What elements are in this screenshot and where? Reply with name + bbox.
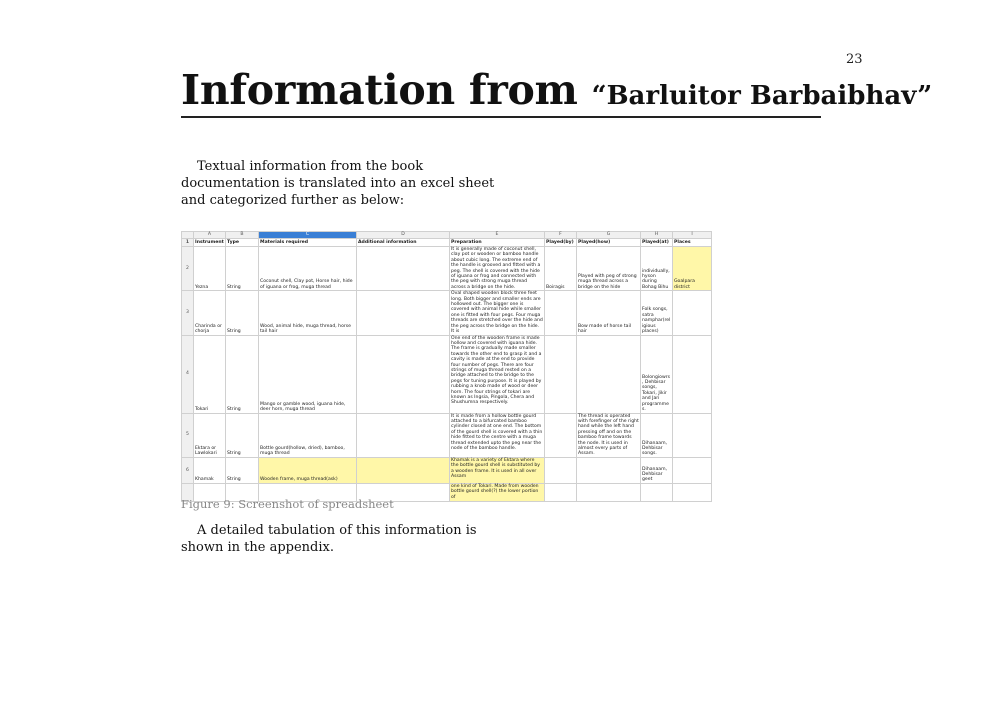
cell-instrument: Tokari <box>194 335 226 413</box>
column-letter: G <box>577 232 641 239</box>
cell-played-how <box>577 335 641 413</box>
cell-type: String <box>226 291 259 335</box>
spreadsheet-table <box>181 231 712 502</box>
cell-places: Goalpara district <box>673 247 712 291</box>
cell-played-by <box>545 335 577 413</box>
column-letter-row <box>182 232 712 239</box>
cell-played-how <box>577 483 641 501</box>
cell-preparation: one kind of Tokari. Made from wooden bottle gourd shell(?) the lower portion of <box>450 483 545 501</box>
cell-played-by: Boiragis <box>545 247 577 291</box>
intro-text: Textual information from the book documentation is translated into an excel sheet and categorized further as below: <box>181 159 495 208</box>
cell-instrument: Ektara or Lawlokari <box>194 413 226 457</box>
cell-additional <box>357 291 450 335</box>
cell-type: String <box>226 335 259 413</box>
cell-preparation: It is generally made of coconut shell, clay pot or wooden or bamboo handle about cubic long. The extreme end of the handle is grooved and fitted with a peg. The shell is covered with the hide of iguana or frog and connected with the peg with strong muga thread across a bridge on the hide. <box>450 247 545 291</box>
closing-text: A detailed tabulation of this information is shown in the appendix. <box>181 523 477 555</box>
cell-played-at: Dihanaam, Dehbisar geet <box>641 457 673 483</box>
column-letter: E <box>450 232 545 239</box>
spreadsheet-screenshot <box>181 231 711 500</box>
cell-preparation: One end of the wooden frame is made hollow and covered with iguana hide. The frame is gradually made smaller towards the other end to grasp it and a cavity is made at the end to provide four number of pegs. There are four strings of muga thread rested on a bridge attached to the bridge to the pegs for tuning purpose. It is played by rubbing a knob made of wood or deer horn. The four strings of tokari are known as Ingsia, Pingola, Chera and Shushumna respectively. <box>450 335 545 413</box>
cell-played-at: individually, hyson during Bohag Bihu <box>641 247 673 291</box>
row-number: 4 <box>182 335 194 413</box>
cell-instrument: Yezna <box>194 247 226 291</box>
row-number: 5 <box>182 413 194 457</box>
cell-instrument: Khamak <box>194 457 226 483</box>
row-number: 3 <box>182 291 194 335</box>
header-cell: Type <box>226 239 259 247</box>
cell-materials: Wood, animal hide, muga thread, horse tail hair <box>259 291 357 335</box>
page-number: 23 <box>846 52 863 67</box>
cell-materials: Coconut shell, Clay pot, Horse hair, hide of iguana or frog, muga thread <box>259 247 357 291</box>
table-row <box>182 413 712 457</box>
cell-played-at: Folk songs, satra namphar(religious places) <box>641 291 673 335</box>
row-number: 2 <box>182 247 194 291</box>
title-underline <box>181 116 821 118</box>
figure-caption: Figure 9: Screenshot of spreadsheet <box>181 497 394 511</box>
header-cell: Materials required <box>259 239 357 247</box>
header-cell: Played(at) <box>641 239 673 247</box>
cell-places <box>673 335 712 413</box>
column-letter: I <box>673 232 712 239</box>
cell-materials: Wooden frame, muga thread(ask) <box>259 457 357 483</box>
cell-places <box>673 457 712 483</box>
cell-played-at: Dihanaam, Dehbisar songs. <box>641 413 673 457</box>
cell-played-at: Bolongiowrs, Dehbisar songs, Tokari, Jikir and Jari programmes. <box>641 335 673 413</box>
cell-played-how: The thread is operated with forefinger of the right hand while the left hand pressing off and on the bamboo frame towards the node. It is used in almost every parts of Assam. <box>578 413 639 457</box>
cell-additional <box>357 413 450 457</box>
corner-cell <box>182 232 194 239</box>
column-letter: D <box>357 232 450 239</box>
row-number: 6 <box>182 457 194 483</box>
column-letter: B <box>226 232 259 239</box>
cell-played-by <box>545 291 577 335</box>
closing-paragraph <box>181 522 501 556</box>
cell-played-by <box>545 457 577 483</box>
cell-type: String <box>226 413 259 457</box>
cell-played-how <box>577 457 641 483</box>
table-row <box>182 247 712 291</box>
cell-additional <box>357 457 450 483</box>
header-cell: Played(by) <box>545 239 577 247</box>
header-cell: Instrument <box>195 239 224 245</box>
cell-places <box>673 483 712 501</box>
table-row <box>182 457 712 483</box>
cell-additional <box>357 335 450 413</box>
header-cell: Places <box>673 239 712 247</box>
cell-played-by <box>545 483 577 501</box>
cell-places <box>673 291 712 335</box>
column-letter: F <box>545 232 577 239</box>
header-cell: Additional information <box>357 239 450 247</box>
cell-preparation: It is made from a hollow bottle gourd attached to a bifurcated bamboo cylinder closed at one end. The bottom of the gourd shell is covered with a thin hide fitted to the centre with a muga thread extended upto the peg near the node of the bamboo handle. <box>450 413 545 457</box>
cell-preparation: Khamak is a variety of Ektara where the bottle gourd shell is substituted by a wooden frame. It is used in all over Assam <box>450 457 545 483</box>
title-source: “Barluitor Barbaibhav” <box>591 81 933 111</box>
header-row <box>182 239 712 247</box>
title-main: Information from <box>181 66 592 114</box>
cell-type: String <box>226 457 259 483</box>
cell-played-how: Played with peg of strong muga thread across a bridge on the hide <box>577 247 641 291</box>
intro-paragraph <box>181 158 501 209</box>
cell-additional <box>357 247 450 291</box>
header-cell: Preparation <box>450 239 545 247</box>
cell-places <box>673 413 712 457</box>
page-title <box>181 66 933 114</box>
cell-played-by <box>545 413 577 457</box>
cell-preparation: Oval shaped wooden block three feet long. Both bigger and smaller ends are hollowed out. The bigger one is covered with animal hide while smaller one is fitted with four pegs. Four muga threads are stretched over the hide and the peg across the bridge on the hide. It is <box>451 291 543 335</box>
column-letter: A <box>194 232 226 239</box>
table-row <box>182 335 712 413</box>
column-letter: H <box>641 232 673 239</box>
cell-played-at <box>641 483 673 501</box>
cell-played-how: Bow made of horse tail hair <box>577 291 641 335</box>
column-letter-selected: C <box>259 232 357 239</box>
row-number: 1 <box>182 239 194 247</box>
table-row <box>182 291 712 335</box>
cell-materials: Mango or gamble wood, iguana hide, deer horn, muga thread <box>259 335 357 413</box>
cell-materials: Bottle gourd(hollow, dried), bamboo, muga thread <box>259 413 357 457</box>
cell-type: String <box>226 247 259 291</box>
cell-instrument: Charinda or chorja <box>194 291 226 335</box>
header-cell: Played(how) <box>577 239 641 247</box>
